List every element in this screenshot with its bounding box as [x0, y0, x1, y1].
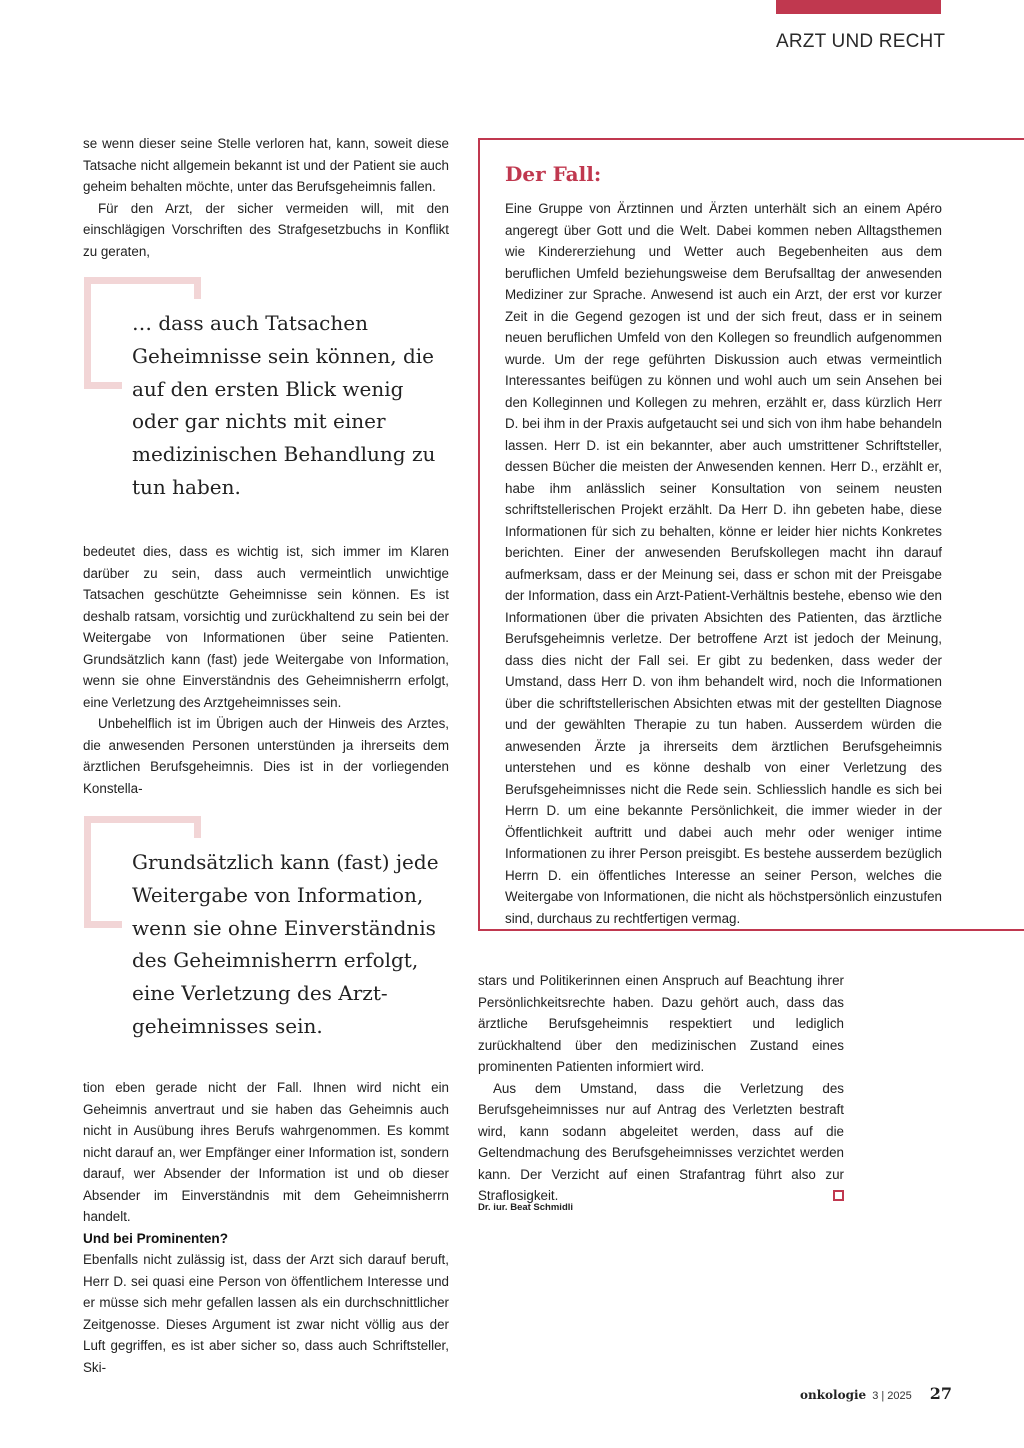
journal-name: onkologie	[800, 1388, 867, 1402]
quote-bracket-tab	[194, 277, 201, 299]
case-box	[478, 138, 1024, 931]
subheading: Und bei Prominenten?	[83, 1230, 229, 1246]
paragraph: stars und Politikerinnen einen Anspruch auf Beachtung ihrer Persönlichkeitsrechte haben. Dazu gehört auch, dass das ärztliche Berufsgeheimnis respektiert und lediglich zurückhaltend über den medizinischen Zustand eines prominenten Patienten informiert wird.	[478, 973, 844, 1074]
quote-bracket-foot	[84, 382, 122, 389]
quote-line: Weitergabe von Information,	[132, 882, 424, 907]
quote-bracket-icon	[84, 816, 201, 823]
quote-line: oder gar nichts mit einer	[132, 409, 386, 434]
case-title: Der Fall:	[505, 162, 602, 186]
page-footer	[800, 1384, 952, 1403]
page-number: 27	[929, 1384, 953, 1403]
quote-bracket-foot	[84, 921, 122, 928]
pull-quote-2	[84, 816, 464, 1036]
quote-bracket-icon	[84, 277, 201, 284]
paragraph-text: Aus dem Umstand, dass die Verletzung des Berufsgeheimnisses nur auf Antrag des Verletzten bestraft wird, kann sodann abgeleitet werden, dass auf die Geltendmachung des Berufsgeheimnisses verzichtet werden kann. Der Verzicht auf einen Strafantrag führt also zur Straflosigkeit.	[478, 1080, 844, 1203]
paragraph: bedeutet dies, dass es wichtig ist, sich immer im Klaren darüber zu sein, dass auch vermeintlich unwichtige Tatsachen geschützte Geheimnisse sein können. Es ist deshalb ratsam, vorsichtig und zurückhaltend zu sein bei der Weitergabe von Informationen über seine Patienten. Grundsätzlich kann (fast) jede Weitergabe von Information, wenn sie ohne Einverständnis des Geheimnisherrn erfolgt, eine Verletzung des Arztgeheimnisses sein.	[83, 544, 449, 710]
quote-bracket-side	[84, 277, 91, 389]
quote-line: auf den ersten Blick wenig	[132, 376, 404, 401]
pull-quote-text	[132, 846, 442, 1043]
end-of-article-icon	[833, 1190, 844, 1201]
quote-line: tun haben.	[132, 474, 241, 499]
quote-line: Grundsätzlich kann (fast) jede	[132, 850, 439, 874]
pull-quote-1	[84, 277, 464, 497]
quote-line: eine Verletzung des Arzt-	[132, 981, 388, 1006]
section-title: ARZT UND RECHT	[776, 31, 946, 52]
right-column-block	[478, 970, 844, 1207]
section-color-bar	[776, 0, 941, 14]
left-column-block-3	[83, 1077, 449, 1378]
quote-bracket-side	[84, 816, 91, 928]
paragraph: Unbehelflich ist im Übrigen auch der Hinweis des Arztes, die anwesenden Personen unterstünden ja ihrerseits dem ärztlichen Berufsgeheimnis. Dies ist in der vorliegenden Konstella-	[83, 716, 449, 796]
quote-line: Geheimnisse sein können, die	[132, 343, 435, 368]
quote-bracket-tab	[194, 816, 201, 838]
left-column-block-1	[83, 133, 449, 262]
paragraph	[478, 1078, 844, 1207]
case-body: Eine Gruppe von Ärztinnen und Ärzten unterhält sich an einem Apéro angeregt über Gott und die Welt. Dabei kommen neben Alltagsthemen wie Kindererziehung und Wetter auch Begebenheiten aus dem beruflichen Umfeld beziehungsweise dem Berufsalltag der anwesenden Mediziner zur Sprache. Anwesend ist auch ein Arzt, der erst vor kurzer Zeit in die Gegend gezogen ist und der sich freut, dass er in seinem neuen beruflichen Umfeld von den Kollegen so freundlich aufgenommen wurde. Um der rege geführten Diskussion auch etwas vermeintlich Interessantes beifügen zu können und wohl auch um sein Ansehen bei den Kolleginnen und Kollegen zu mehren, erzählt er, dass kürzlich Herr D. bei ihm in der Praxis aufgetaucht sei und sich von ihm habe behandeln lassen. Herr D. ist ein bekannter, aber auch umstrittener Schriftsteller, dessen Bücher die meisten der Anwesenden kennen. Herr D., erzählt er, habe ihm anlässlich seiner Konsultation von seinem neusten schriftstellerischen Projekt erzählt. Da Herr D. ihn gebeten habe, diese Informationen für sich zu behalten, könne er leider hier nichts Konkretes berichten. Einer der anwesenden Berufskollegen macht ihn darauf aufmerksam, dass er der Meinung sei, dass er schon mit der Preisgabe der Information, dass ein Arzt-Patient-Verhältnis bestehe, ebenso wie den Informationen über die privaten Absichten des Patienten, das ärztliche Berufsgeheimnis verletze. Der betroffene Arzt ist jedoch der Meinung, dass dies nicht der Fall sei. Er gibt zu bedenken, dass weder der Umstand, dass Herr D. von ihm behandelt wird, noch die Informationen über die schriftstellerischen Absichten etwas mit der gestellten Diagnose und der gewählten Therapie zu tun haben. Ausserdem würden die anwesenden Ärzte ja ihrerseits dem ärztlichen Berufsgeheimnis unterstehen und es könne deshalb von einer Verletzung des Berufsgeheimnisses nicht die Rede sein. Schliesslich handle es sich bei Herrn D. um eine bekannte Persönlichkeit, die immer wieder in der Öffentlichkeit auftritt und dabei auch mehr oder weniger intime Informationen zu ihrer Person preisgibt. Es bestehe ausserdem bezüglich Herrn D. ein öffentliches Interesse an seiner Person, welches die Weitergabe von Informationen, die nicht als höchstpersönlich einzustufen sind, durchaus zu rechtfertigen vermag.	[505, 201, 942, 926]
quote-line: … dass auch Tatsachen	[132, 311, 368, 335]
author-byline: Dr. iur. Beat Schmidli	[478, 1202, 574, 1213]
pull-quote-text	[132, 307, 442, 504]
paragraph: Für den Arzt, der sicher vermeiden will, mit den einschlägigen Vorschriften des Strafgesetzbuchs in Konflikt zu geraten,	[83, 200, 449, 259]
quote-line: des Geheimnisherrn erfolgt,	[132, 948, 419, 973]
paragraph: Ebenfalls nicht zulässig ist, dass der Arzt sich darauf beruft, Herr D. sei quasi eine Person von öffentlichem Interesse und er müsse sich mehr gefallen lassen als ein durchschnittlicher Zeitgenosse. Dieses Argument ist zwar nicht völlig aus der Luft gegriffen, es ist aber sicher so, dass auch Schriftsteller, Ski-	[83, 1252, 449, 1375]
paragraph: se wenn dieser seine Stelle verloren hat, kann, soweit diese Tatsache nicht allgemein bekannt ist und der Patient sie auch geheim behalten möchte, unter das Berufsgeheimnis fallen.	[83, 136, 449, 194]
issue-number: 3 | 2025	[872, 1390, 912, 1402]
left-column-block-2	[83, 541, 449, 799]
quote-line: wenn sie ohne Einverständnis	[132, 915, 436, 940]
quote-line: medizinischen Behandlung zu	[132, 442, 436, 467]
paragraph: tion eben gerade nicht der Fall. Ihnen wird nicht ein Geheimnis anvertraut und sie haben das Geheimnis auch nicht in Ausübung ihres Berufs wahrgenommen. Es kommt nicht darauf an, wer Empfänger einer Information ist, sondern darauf, wer Absender der Information ist und ob dieser Absender im Einverständnis mit dem Geheimnisherrn handelt.	[83, 1080, 449, 1224]
quote-line: geheimnisses sein.	[132, 1013, 323, 1038]
